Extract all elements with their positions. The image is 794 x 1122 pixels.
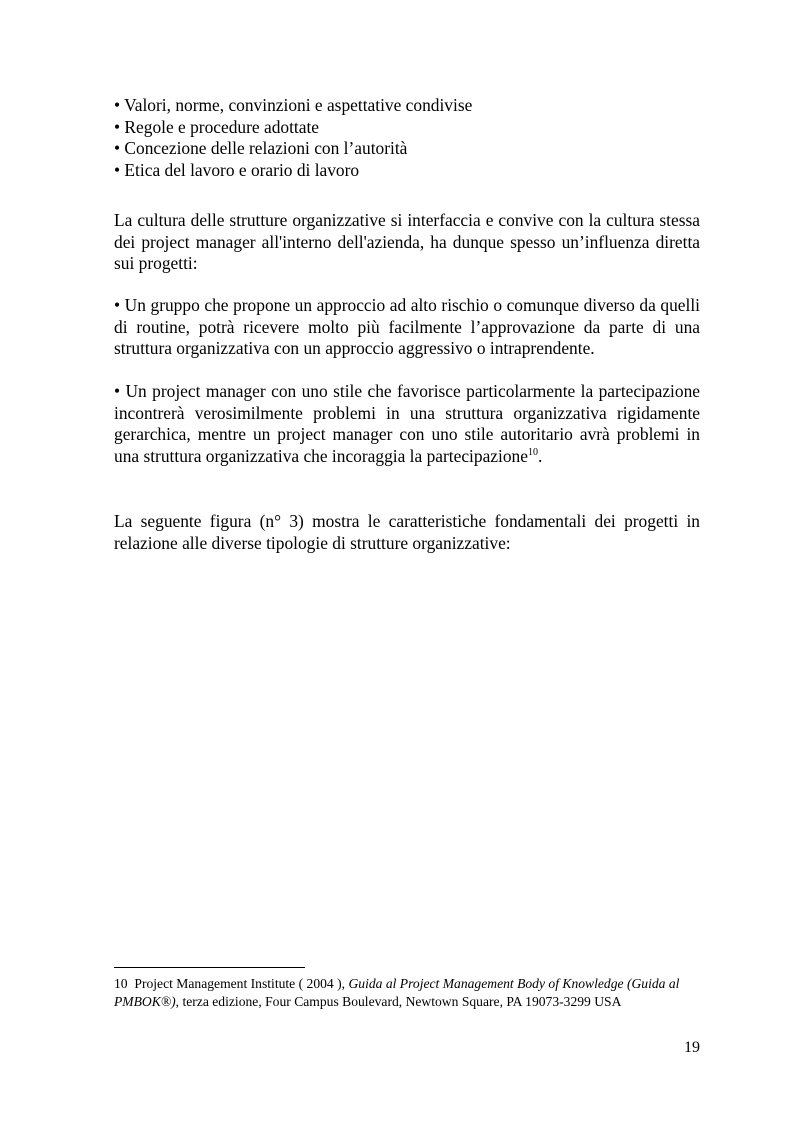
culture-elements-list [114, 95, 700, 181]
list-item: • Valori, norme, convinzioni e aspettative condivise [114, 95, 473, 115]
bullet-paragraph-style [114, 381, 700, 467]
list-item: • Etica del lavoro e orario di lavoro [114, 159, 360, 180]
footnote-number: 10 [114, 976, 128, 991]
list-item: • Regole e procedure adottate [114, 116, 320, 137]
intro-paragraph: La cultura delle strutture organizzative si interfaccia e convive con la cultura stessa dei project manager all'interno dell'azienda, ha dunque spesso un’influenza diretta sui progetti: [114, 210, 700, 274]
footnote-separator [114, 967, 305, 968]
footnote [114, 975, 704, 1011]
page-number: 19 [684, 1039, 700, 1056]
bullet-paragraph-risk: • Un gruppo che propone un approccio ad alto rischio o comunque diverso da quelli di routine, potrà ricevere molto più facilmente l’approvazione da parte di una struttura organizzativa con un approccio aggressivo o intraprendente. [114, 295, 700, 359]
footnote-reference[interactable]: 10 [527, 446, 538, 458]
bullet-paragraph-style-text: • Un project manager con uno stile che favorisce particolarmente la partecipazione incontrerà verosimilmente problemi in una struttura organizzativa rigidamente gerarchica, mentre un project manager con uno stile autoritario avrà problemi in una struttura organizzativa che incoraggia la partecipazione [114, 381, 700, 466]
footnote-author: Project Management Institute ( 2004 ), [134, 976, 346, 991]
footnote-rest: , terza edizione, Four Campus Boulevard, Newtown Square, PA 19073-3299 USA [175, 994, 622, 1009]
bullet-paragraph-style-end: . [537, 445, 543, 466]
list-item: • Concezione delle relazioni con l’autorità [114, 138, 408, 159]
figure-intro-paragraph: La seguente figura (n° 3) mostra le caratteristiche fondamentali dei progetti in relazione alle diverse tipologie di strutture organizzative: [114, 511, 700, 553]
footnote-title: Guida al Project Management Body of Knowledge (Guida al PMBOK®) [114, 976, 680, 1009]
